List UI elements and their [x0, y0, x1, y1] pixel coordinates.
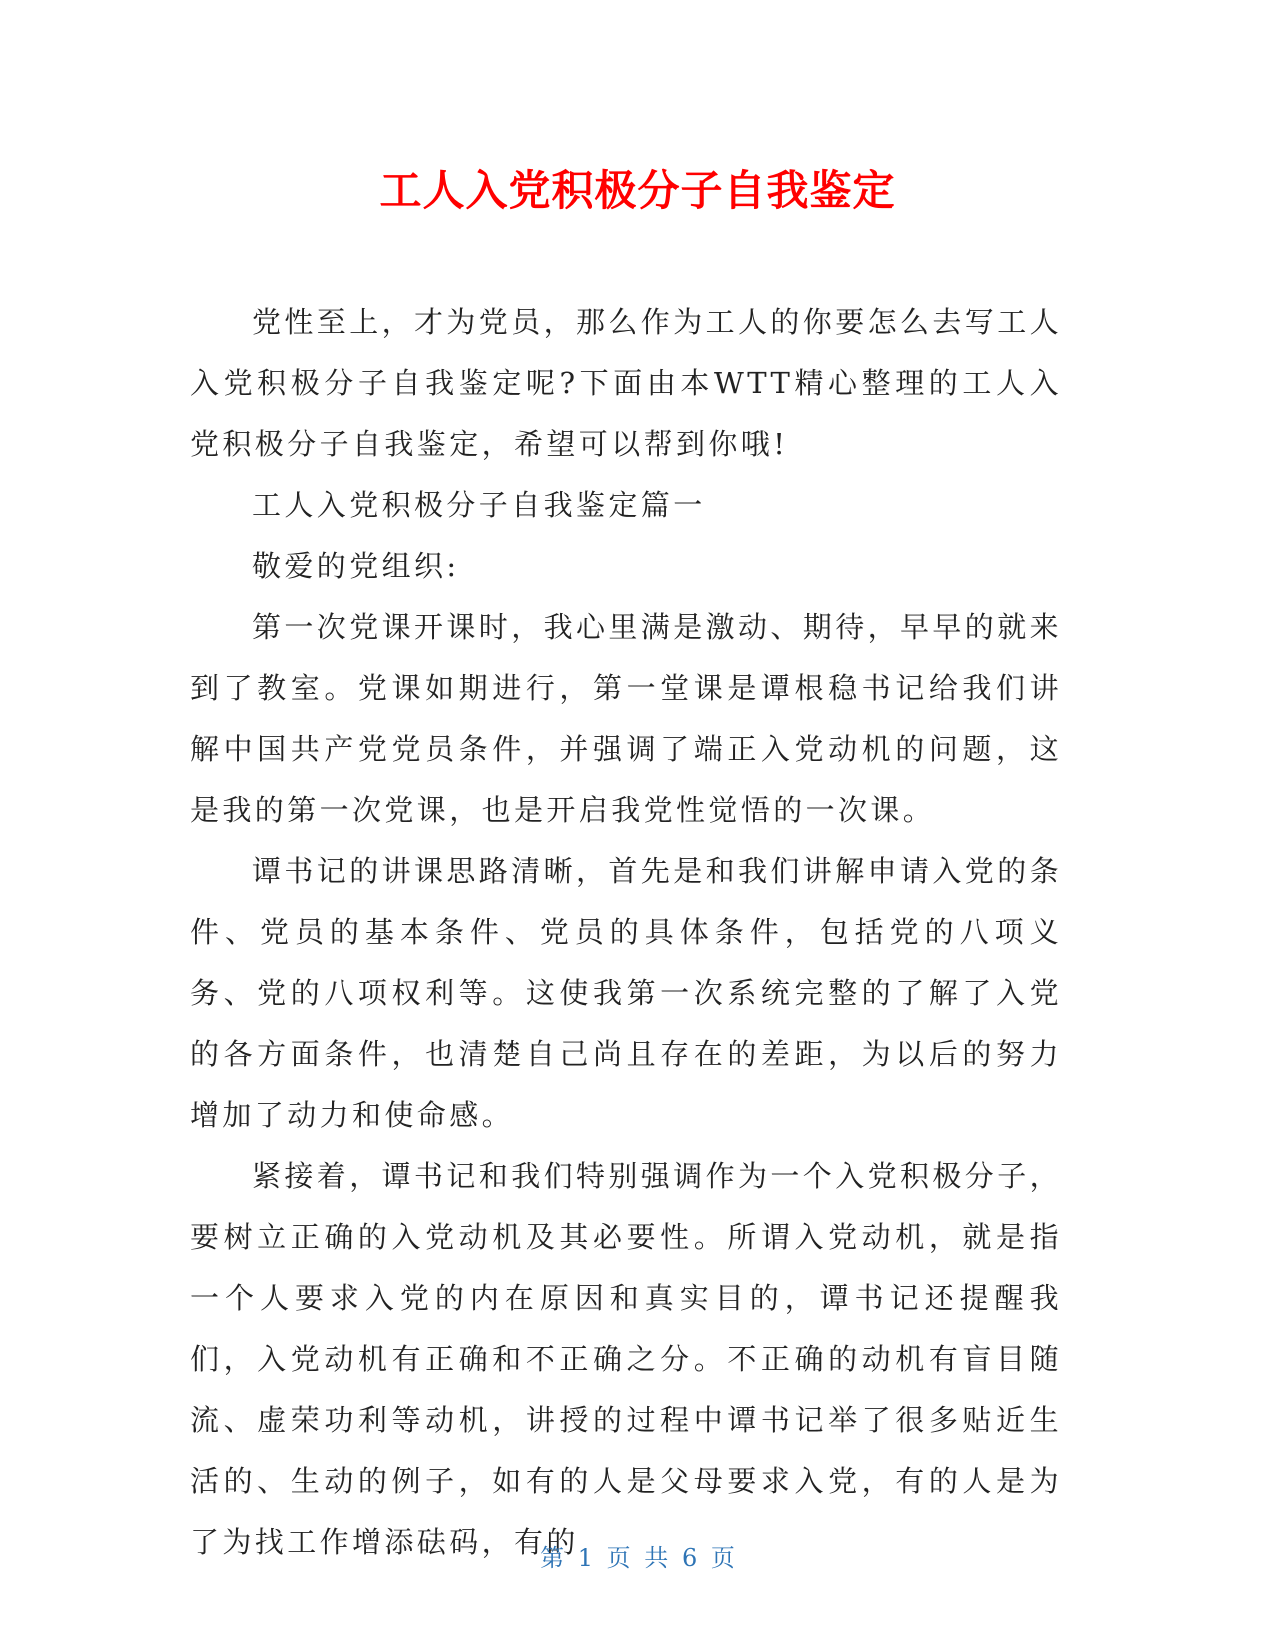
body-paragraph: 紧接着，谭书记和我们特别强调作为一个入党积极分子，要树立正确的入党动机及其必要性。所谓入党动机，就是指一个人要求入党的内在原因和真实目的，谭书记还提醒我们，入党动机有正确和不正确之分。不正确的动机有盲目随流、虚荣功利等动机，讲授的过程中谭书记举了很多贴近生活的、生动的例子，如有的人是父母要求入党，有的人是为了为找工作增添砝码，有的: [190, 1159, 1063, 1559]
body-paragraph: 谭书记的讲课思路清晰，首先是和我们讲解申请入党的条件、党员的基本条件、党员的具体条件，包括党的八项义务、党的八项权利等。这使我第一次系统完整的了解了入党的各方面条件，也清楚自己尚且存在的差距，为以后的努力增加了动力和使命感。: [190, 854, 1063, 1132]
intro-paragraph: 党性至上，才为党员，那么作为工人的你要怎么去写工人入党积极分子自我鉴定呢?下面由本WTT精心整理的工人入党积极分子自我鉴定，希望可以帮到你哦!: [190, 305, 1063, 461]
document-body: [190, 292, 1062, 1573]
document-title: 工人入党积极分子自我鉴定: [379, 166, 896, 215]
salutation: 敬爱的党组织:: [252, 549, 460, 583]
page-number-footer: 第 1 页 共 6 页: [540, 1544, 735, 1572]
body-paragraph: 第一次党课开课时，我心里满是激动、期待，早早的就来到了教室。党课如期进行，第一堂课是谭根稳书记给我们讲解中国共产党党员条件，并强调了端正入党动机的问题，这是我的第一次党课，也是开启我党性觉悟的一次课。: [190, 610, 1063, 827]
section-heading: 工人入党积极分子自我鉴定篇一: [252, 488, 706, 522]
